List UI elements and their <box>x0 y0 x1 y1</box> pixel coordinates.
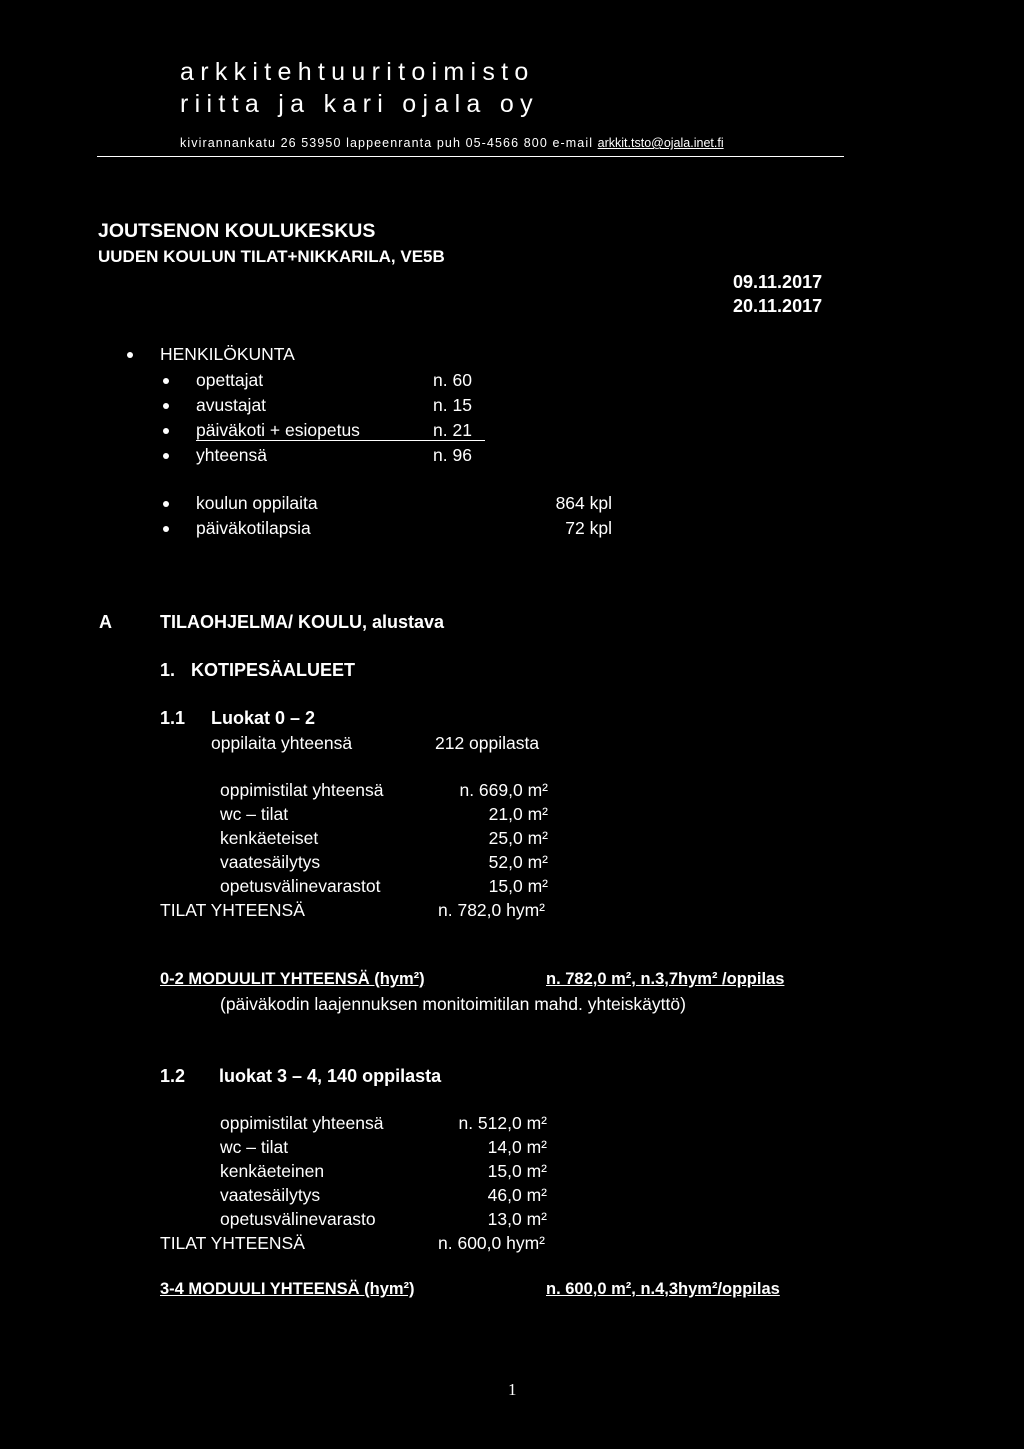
space-label: vaatesäilytys <box>220 852 321 872</box>
bullet-icon <box>163 453 169 459</box>
count-label: koulun oppilaita <box>196 493 318 513</box>
bullet-icon <box>127 352 133 358</box>
staff-value: n. 96 <box>433 445 472 465</box>
space-label: kenkäeteiset <box>220 828 319 848</box>
module-summary-label: 3-4 MODUULI YHTEENSÄ (hym²) <box>160 1280 415 1298</box>
space-value: 52,0 m² <box>488 852 548 872</box>
firm-address <box>180 136 724 150</box>
staff-label: avustajat <box>196 395 267 415</box>
subsection-title: Luokat 0 – 2 <box>211 708 316 728</box>
subsection-number: 1.2 <box>160 1066 186 1086</box>
space-label: opetusvälinevarasto <box>220 1209 376 1229</box>
staff-label: opettajat <box>196 370 264 390</box>
section-letter: A <box>99 612 112 632</box>
bullet-icon <box>163 501 169 507</box>
space-label: oppimistilat yhteensä <box>220 1113 384 1133</box>
space-label: vaatesäilytys <box>220 1185 321 1205</box>
count-value: 72 kpl <box>565 518 612 538</box>
staff-value: n. 21 <box>433 420 472 440</box>
space-label: wc – tilat <box>220 1137 289 1157</box>
address-text: kivirannankatu 26 53950 lappeenranta puh 05-4566 800 e-mail <box>180 136 598 150</box>
total-value: n. 600,0 hym² <box>438 1233 545 1253</box>
subsection-title: KOTIPESÄALUEET <box>191 660 356 680</box>
sum-underline <box>196 440 485 441</box>
pupils-label: oppilaita yhteensä <box>211 733 353 753</box>
bullet-icon <box>163 378 169 384</box>
pupils-value: 212 oppilasta <box>435 733 540 753</box>
header-divider <box>97 156 844 157</box>
date-1: 09.11.2017 <box>733 272 823 292</box>
staff-value: n. 15 <box>433 395 472 415</box>
project-subtitle: UUDEN KOULUN TILAT+NIKKARILA, VE5B <box>98 247 445 266</box>
space-value: n. 512,0 m² <box>458 1113 547 1133</box>
space-value: 21,0 m² <box>488 804 548 824</box>
subsection-number: 1.1 <box>160 708 186 728</box>
bullet-icon <box>163 428 169 434</box>
space-value: 14,0 m² <box>487 1137 547 1157</box>
count-label: päiväkotilapsia <box>196 518 311 538</box>
staff-label: yhteensä <box>196 445 268 465</box>
total-label: TILAT YHTEENSÄ <box>160 900 305 920</box>
space-label: opetusvälinevarastot <box>220 876 381 896</box>
module-summary-label: 0-2 MODUULIT YHTEENSÄ (hym²) <box>160 970 425 988</box>
staff-label: päiväkoti + esiopetus <box>196 420 360 440</box>
subsection-title: luokat 3 – 4, 140 oppilasta <box>219 1066 442 1086</box>
space-value: 15,0 m² <box>487 1161 547 1181</box>
total-value: n. 782,0 hym² <box>438 900 545 920</box>
count-value: 864 kpl <box>555 493 612 513</box>
space-label: kenkäeteinen <box>220 1161 325 1181</box>
date-2: 20.11.2017 <box>733 296 823 316</box>
project-title: JOUTSENON KOULUKESKUS <box>98 220 376 242</box>
module-summary-value: n. 782,0 m², n.3,7hym² /oppilas <box>546 970 785 988</box>
bullet-icon <box>163 403 169 409</box>
staff-heading: HENKILÖKUNTA <box>160 344 295 364</box>
space-label: oppimistilat yhteensä <box>220 780 384 800</box>
bullet-icon <box>163 526 169 532</box>
section-title: TILAOHJELMA/ KOULU, alustava <box>160 612 445 632</box>
space-value: 13,0 m² <box>487 1209 547 1229</box>
firm-name-line1: arkkitehtuuritoimisto <box>180 58 535 86</box>
module-summary-value: n. 600,0 m², n.4,3hym²/oppilas <box>546 1280 780 1298</box>
space-value: 25,0 m² <box>488 828 548 848</box>
space-value: 46,0 m² <box>487 1185 547 1205</box>
subsection-number: 1. <box>160 660 176 680</box>
space-label: wc – tilat <box>220 804 289 824</box>
space-value: 15,0 m² <box>488 876 548 896</box>
space-value: n. 669,0 m² <box>459 780 548 800</box>
staff-value: n. 60 <box>433 370 472 390</box>
page-number: 1 <box>508 1380 517 1399</box>
firm-name-line2: riitta ja kari ojala oy <box>180 90 539 118</box>
total-label: TILAT YHTEENSÄ <box>160 1233 305 1253</box>
email-link[interactable]: arkkit.tsto@ojala.inet.fi <box>597 136 724 150</box>
module-note: (päiväkodin laajennuksen monitoimitilan mahd. yhteiskäyttö) <box>220 994 686 1014</box>
